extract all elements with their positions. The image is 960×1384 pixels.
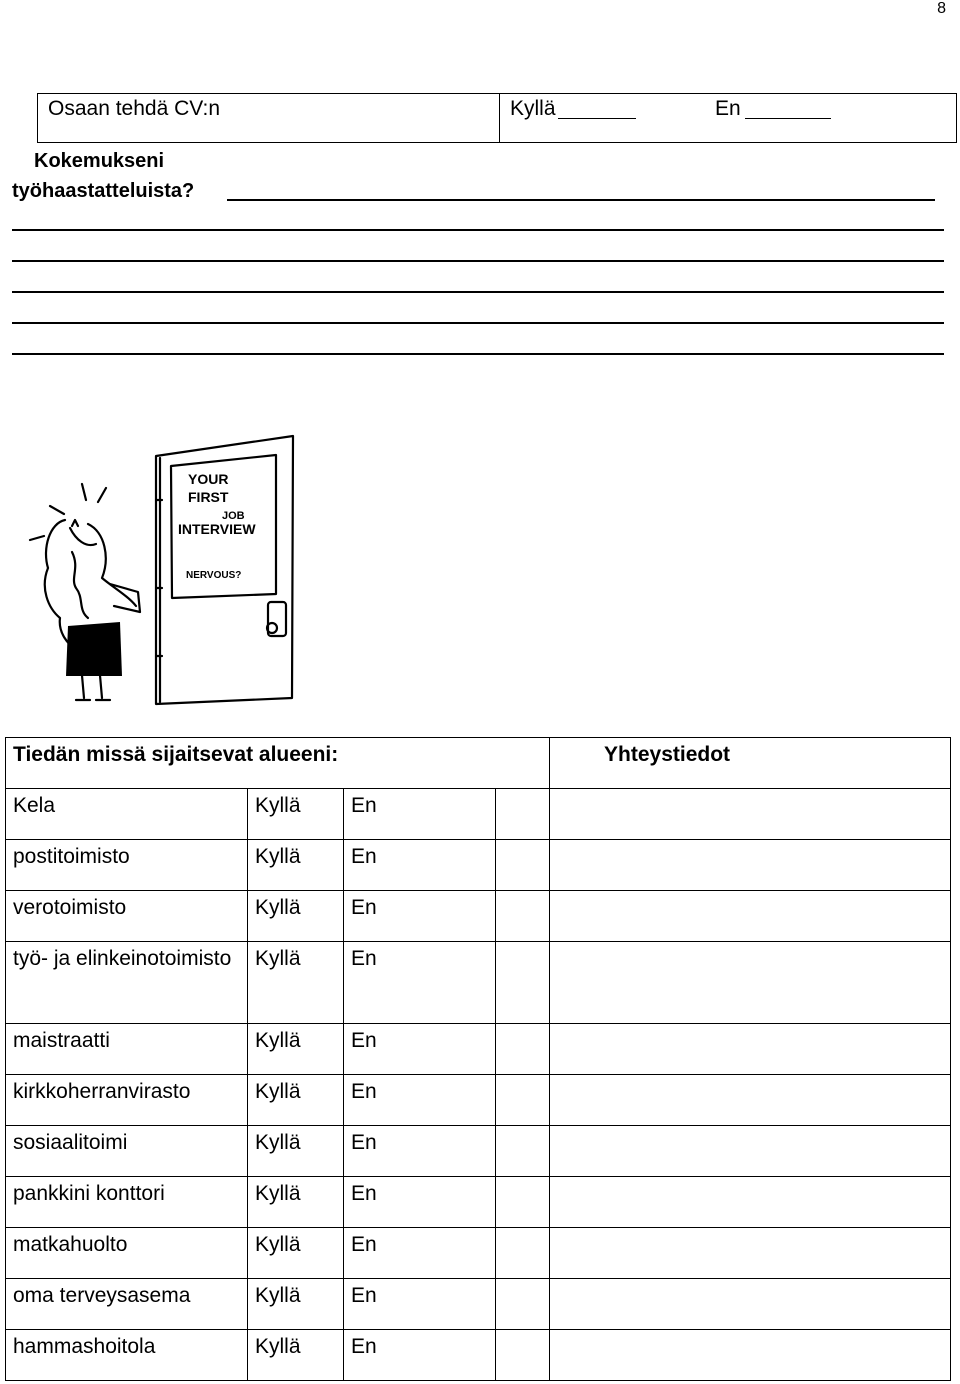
yes-option[interactable]: Kyllä: [248, 1177, 344, 1228]
cv-question: Osaan tehdä CV:n: [48, 97, 220, 120]
no-option[interactable]: En: [344, 1279, 496, 1330]
contact-info-cell[interactable]: [550, 1024, 951, 1075]
answer-line-4[interactable]: [12, 291, 944, 293]
no-option[interactable]: En: [344, 1228, 496, 1279]
yes-option[interactable]: Kyllä: [248, 840, 344, 891]
experience-label: [12, 146, 194, 206]
sign-text-3: JOB: [222, 510, 245, 522]
yes-option[interactable]: Kyllä: [248, 1126, 344, 1177]
locations-title: Tiedän missä sijaitsevat alueeni:: [6, 738, 550, 789]
mark-cell[interactable]: [496, 840, 550, 891]
page-number: 8: [937, 0, 946, 17]
location-name: maistraatti: [6, 1024, 248, 1075]
cv-yes-label: Kyllä: [510, 97, 556, 120]
no-option[interactable]: En: [344, 942, 496, 1024]
no-option[interactable]: En: [344, 789, 496, 840]
location-name: kirkkoherranvirasto: [6, 1075, 248, 1126]
location-name: sosiaalitoimi: [6, 1126, 248, 1177]
table-row: [6, 1126, 951, 1177]
location-name: matkahuolto: [6, 1228, 248, 1279]
mark-cell[interactable]: [496, 1279, 550, 1330]
answer-line-2[interactable]: [12, 229, 944, 231]
contact-info-cell[interactable]: [550, 891, 951, 942]
table-row: [6, 1177, 951, 1228]
contact-info-cell[interactable]: [550, 1279, 951, 1330]
table-row: [6, 1075, 951, 1126]
location-name: verotoimisto: [6, 891, 248, 942]
sign-text-2: FIRST: [188, 489, 229, 505]
mark-cell[interactable]: [496, 942, 550, 1024]
table-row: [6, 1330, 951, 1381]
answer-line-1[interactable]: [227, 199, 935, 201]
table-row: [6, 942, 951, 1024]
table-row: [6, 1024, 951, 1075]
no-option[interactable]: En: [344, 1024, 496, 1075]
cv-yes-blank[interactable]: [558, 118, 636, 119]
table-row: [6, 1279, 951, 1330]
cv-no-label: En: [715, 97, 741, 120]
no-option[interactable]: En: [344, 1126, 496, 1177]
mark-cell[interactable]: [496, 1228, 550, 1279]
table-header-row: [6, 738, 951, 789]
yes-option[interactable]: Kyllä: [248, 1279, 344, 1330]
contact-info-cell[interactable]: [550, 840, 951, 891]
table-row: [6, 840, 951, 891]
no-option[interactable]: En: [344, 1330, 496, 1381]
yes-option[interactable]: Kyllä: [248, 1330, 344, 1381]
answer-line-5[interactable]: [12, 322, 944, 324]
table-row: [6, 1228, 951, 1279]
mark-cell[interactable]: [496, 1024, 550, 1075]
job-interview-cartoon: [10, 428, 310, 713]
no-option[interactable]: En: [344, 891, 496, 942]
location-name: Kela: [6, 789, 248, 840]
mark-cell[interactable]: [496, 1126, 550, 1177]
experience-label-line1: Kokemukseni: [34, 150, 165, 172]
yes-option[interactable]: Kyllä: [248, 1075, 344, 1126]
answer-line-6[interactable]: [12, 353, 944, 355]
answer-line-3[interactable]: [12, 260, 944, 262]
locations-table: [5, 737, 951, 1381]
yes-option[interactable]: Kyllä: [248, 891, 344, 942]
contact-info-cell[interactable]: [550, 1126, 951, 1177]
contact-info-cell[interactable]: [550, 1075, 951, 1126]
contact-info-cell[interactable]: [550, 1330, 951, 1381]
no-option[interactable]: En: [344, 1075, 496, 1126]
sign-text-4: INTERVIEW: [178, 521, 256, 537]
mark-cell[interactable]: [496, 1177, 550, 1228]
yes-option[interactable]: Kyllä: [248, 789, 344, 840]
mark-cell[interactable]: [496, 1075, 550, 1126]
no-option[interactable]: En: [344, 840, 496, 891]
mark-cell[interactable]: [496, 1330, 550, 1381]
cv-no-blank[interactable]: [745, 118, 831, 119]
yes-option[interactable]: Kyllä: [248, 1228, 344, 1279]
location-name: hammashoitola: [6, 1330, 248, 1381]
sign-text-1: YOUR: [188, 471, 229, 487]
location-name: pankkini konttori: [6, 1177, 248, 1228]
table-row: [6, 789, 951, 840]
location-name: postitoimisto: [6, 840, 248, 891]
contact-info-cell[interactable]: [550, 789, 951, 840]
mark-cell[interactable]: [496, 891, 550, 942]
cv-box-divider: [499, 94, 500, 142]
table-row: [6, 891, 951, 942]
contact-info-cell[interactable]: [550, 942, 951, 1024]
sign-text-5: NERVOUS?: [186, 570, 242, 581]
mark-cell[interactable]: [496, 789, 550, 840]
contact-info-cell[interactable]: [550, 1228, 951, 1279]
yes-option[interactable]: Kyllä: [248, 942, 344, 1024]
contact-info-cell[interactable]: [550, 1177, 951, 1228]
location-name: oma terveysasema: [6, 1279, 248, 1330]
yes-option[interactable]: Kyllä: [248, 1024, 344, 1075]
contact-header: Yhteystiedot: [550, 738, 951, 789]
experience-label-line2: työhaastatteluista?: [12, 180, 195, 202]
no-option[interactable]: En: [344, 1177, 496, 1228]
location-name: työ- ja elinkeinotoimisto: [6, 942, 248, 1024]
